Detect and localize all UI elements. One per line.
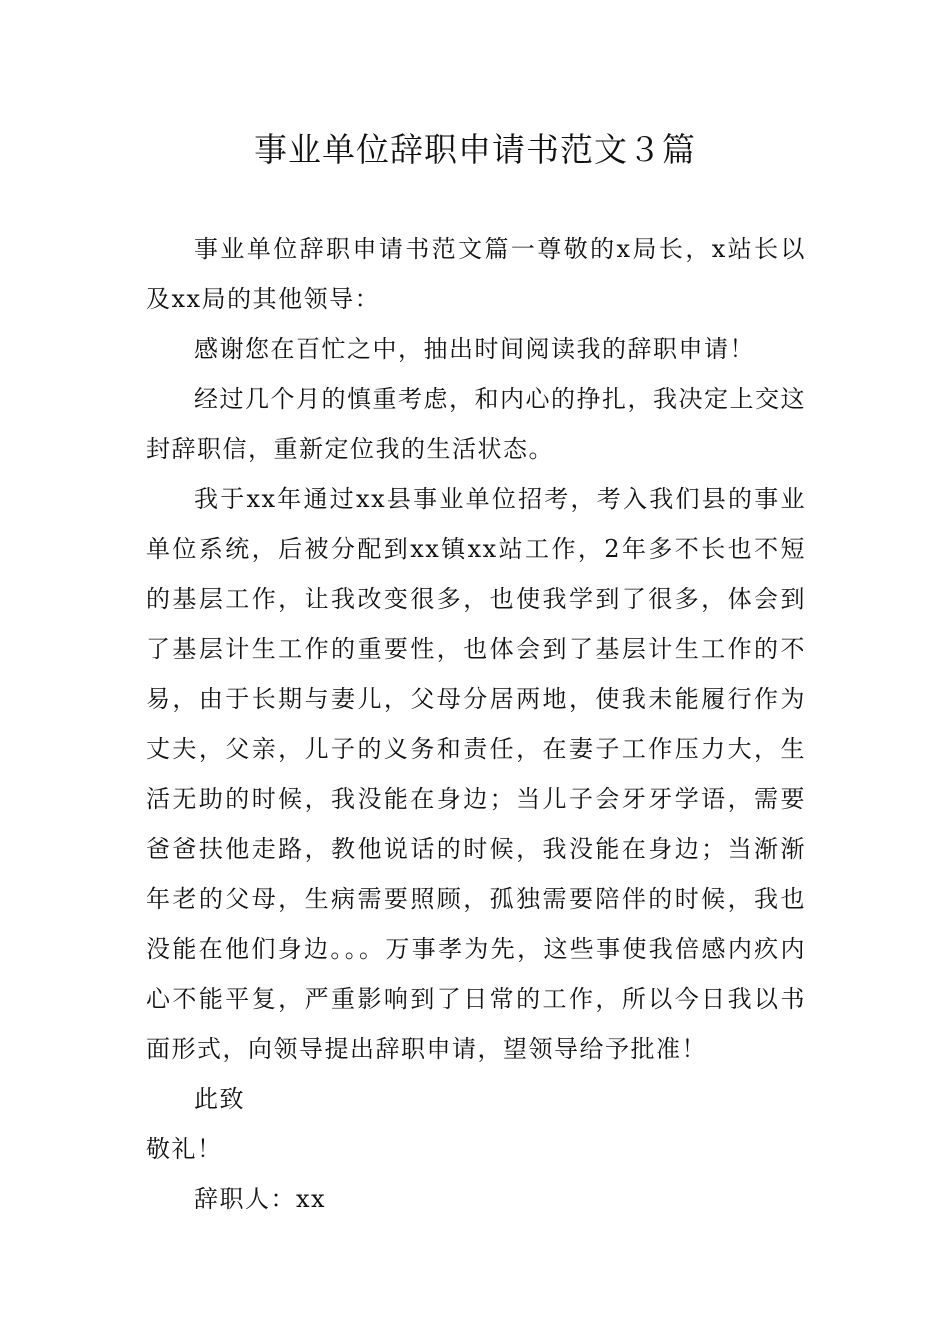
paragraph-greeting: 事业单位辞职申请书范文篇一尊敬的x局长，x站长以及xx局的其他领导： xyxy=(146,235,806,313)
document-title: 事业单位辞职申请书范文３篇 xyxy=(254,130,696,169)
document-body xyxy=(146,224,806,1224)
paragraph-thanks: 感谢您在百忙之中，抽出时间阅读我的辞职申请！ xyxy=(194,335,755,363)
paragraph-decision: 经过几个月的慎重考虑，和内心的挣扎，我决定上交这封辞职信，重新定位我的生活状态。 xyxy=(146,385,806,463)
paragraph-main: 我于xx年通过xx县事业单位招考，考入我们县的事业单位系统，后被分配到xx镇xx站工作，2年多不长也不短的基层工作，让我改变很多，也使我学到了很多，体会到了基层计生工作的重要性，也体会到了基层计生工作的不易，由于长期与妻儿，父母分居两地，使我未能履行作为丈夫，父亲，儿子的义务和责任，在妻子工作压力大，生活无助的时候，我没能在身边；当儿子会牙牙学语，需要爸爸扶他走路，教他说话的时候，我没能在身边；当渐渐年老的父母，生病需要照顾，孤独需要陪伴的时候，我也没能在他们身边。。。万事孝为先，这些事使我倍感内疚内心不能平复，严重影响到了日常的工作，所以今日我以书面形式，向领导提出辞职申请，望领导给予批准！ xyxy=(146,485,806,1063)
paragraph-closing: 此致 xyxy=(194,1085,245,1113)
paragraph-salute: 敬礼！ xyxy=(146,1135,223,1163)
paragraph-signature: 辞职人：xx xyxy=(194,1185,327,1213)
